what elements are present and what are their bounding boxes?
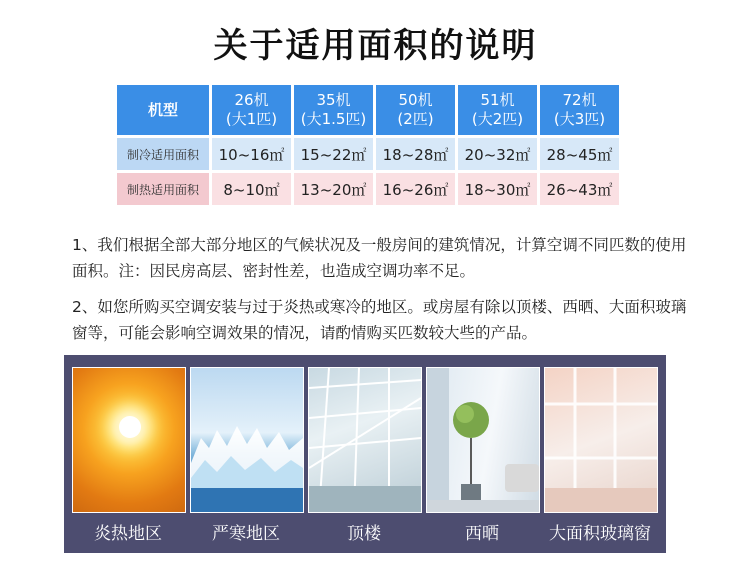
page-title: 关于适用面积的说明 (213, 26, 538, 66)
climate-gallery (64, 355, 666, 553)
note-1: 1、我们根据全部大部分地区的气候状况及一般房间的建筑情况，计算空调不同匹数的使用面积。注：因民房高层、密封性差，也造成空调功率不足。 (72, 236, 687, 280)
table-cell: 13~20㎡ (294, 173, 373, 205)
header-model-50 (376, 85, 455, 135)
model-name: 35机 (316, 91, 351, 109)
iceberg-icon (191, 368, 303, 512)
model-name: 72机 (562, 91, 597, 109)
table-row-cooling (117, 138, 619, 170)
row-label-cooling: 制冷适用面积 (117, 138, 209, 170)
header-model-72 (540, 85, 619, 135)
window-icon (545, 368, 657, 512)
large-window-image (544, 367, 658, 513)
cold-region-image (190, 367, 304, 513)
model-sub: (大2匹) (471, 110, 524, 128)
glass-roof-icon (309, 368, 421, 512)
table-cell: 28~45㎡ (540, 138, 619, 170)
model-sub: (2匹) (397, 110, 434, 128)
model-name: 51机 (480, 91, 515, 109)
gallery-caption: 顶楼 (347, 524, 381, 544)
gallery-caption: 西晒 (465, 524, 499, 544)
hot-region-image (72, 367, 186, 513)
model-sub: (大1.5匹) (300, 110, 367, 128)
model-name: 26机 (234, 91, 269, 109)
table-cell: 26~43㎡ (540, 173, 619, 205)
table-header-row (117, 85, 619, 135)
table-cell: 20~32㎡ (458, 138, 537, 170)
gallery-caption: 炎热地区 (94, 524, 162, 544)
gallery-caption: 大面积玻璃窗 (549, 524, 651, 544)
table-cell: 18~28㎡ (376, 138, 455, 170)
note-2: 2、如您所购买空调安装与过于炎热或寒冷的地区。或房屋有除以顶楼、西晒、大面积玻璃窗等，可能会影响空调效果的情况，请酌情购买匹数较大些的产品。 (72, 298, 687, 342)
table-cell: 16~26㎡ (376, 173, 455, 205)
gallery-caption: 严寒地区 (212, 524, 280, 544)
top-floor-image (308, 367, 422, 513)
plant-room-icon (427, 368, 539, 512)
model-sub: (大3匹) (553, 110, 606, 128)
table-cell: 15~22㎡ (294, 138, 373, 170)
header-model-35 (294, 85, 373, 135)
table-row-heating (117, 173, 619, 205)
sun-icon (119, 416, 141, 438)
model-name: 50机 (398, 91, 433, 109)
header-model-label: 机型 (117, 85, 209, 135)
table-cell: 18~30㎡ (458, 173, 537, 205)
west-sun-image (426, 367, 540, 513)
table-cell: 8~10㎡ (212, 173, 291, 205)
header-model-51 (458, 85, 537, 135)
header-model-26 (212, 85, 291, 135)
notes-section (72, 232, 692, 356)
capacity-table (114, 82, 622, 208)
table-cell: 10~16㎡ (212, 138, 291, 170)
model-sub: (大1匹) (225, 110, 278, 128)
row-label-heating: 制热适用面积 (117, 173, 209, 205)
